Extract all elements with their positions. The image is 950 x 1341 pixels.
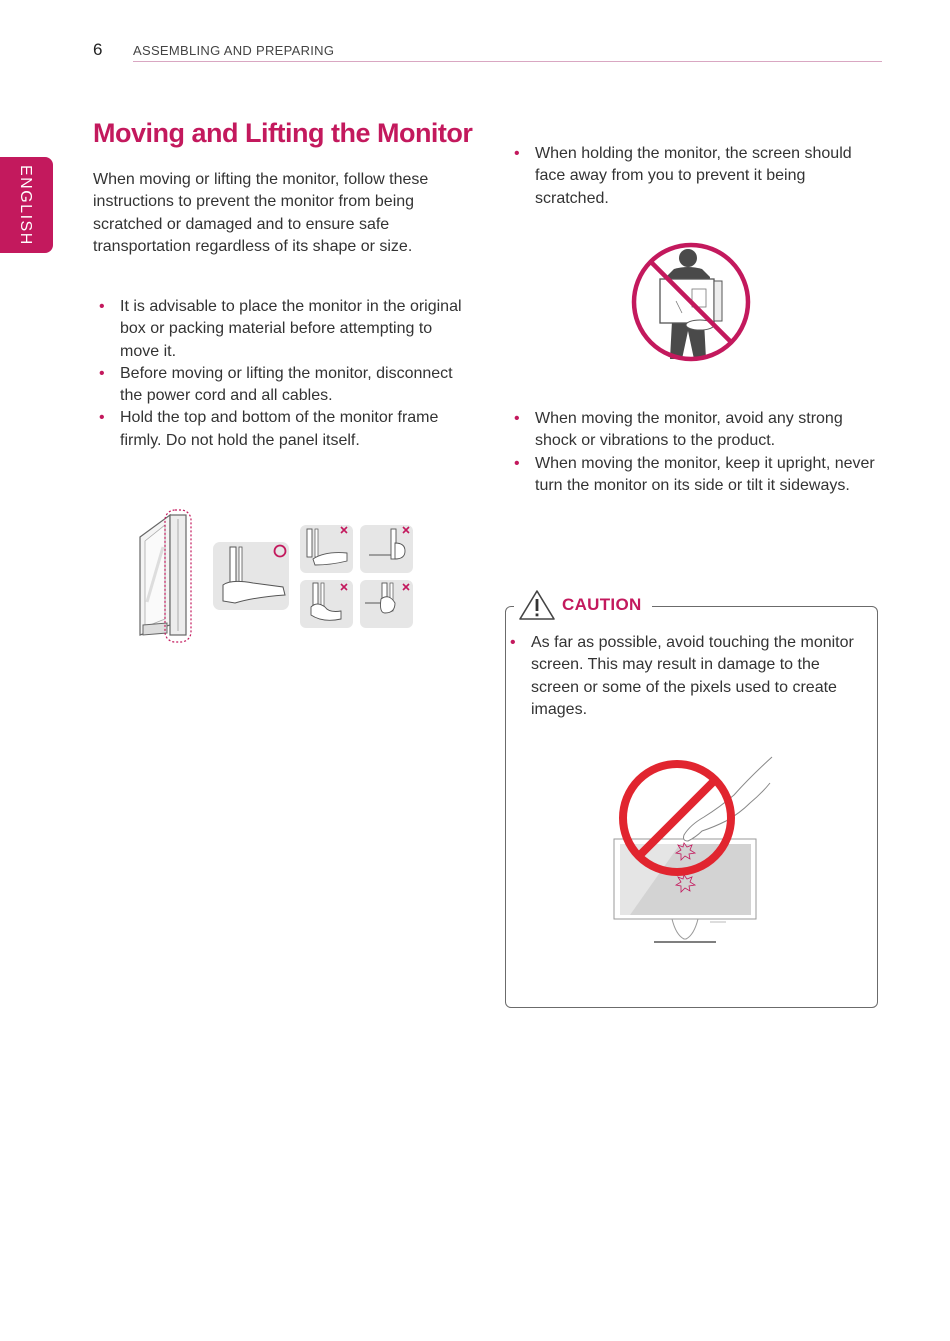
caution-heading bbox=[514, 589, 652, 621]
wrong-hold-panel-1 bbox=[300, 525, 353, 573]
page-title: Moving and Lifting the Monitor bbox=[93, 118, 473, 148]
list-item: • As far as possible, avoid touching the monitor screen. This may result in damage to the screen or some of the pixels used to create images. bbox=[505, 632, 870, 721]
list-item: • Hold the top and bottom of the monitor frame firmly. Do not hold the panel itself. bbox=[94, 407, 466, 452]
language-tab bbox=[0, 157, 53, 253]
correct-hold-panel bbox=[213, 542, 289, 610]
wrong-hold-panel-3 bbox=[300, 580, 353, 628]
caution-label: CAUTION bbox=[562, 595, 642, 614]
section-title: ASSEMBLING AND PREPARING bbox=[133, 43, 335, 58]
list-item: • When moving the monitor, keep it upright, never turn the monitor on its side or tilt it sideways. bbox=[509, 453, 879, 498]
touch-screen-prohibited-illustration bbox=[610, 755, 780, 945]
left-bullet-list bbox=[94, 296, 466, 452]
carry-facing-prohibited-illustration bbox=[630, 241, 752, 363]
page-number: 6 bbox=[93, 40, 103, 59]
side-monitor-illustration bbox=[140, 510, 191, 642]
intro-paragraph: When moving or lifting the monitor, follow these instructions to prevent the monitor from being scratched or damaged and to ensure safe transportation regardless of its shape or size. bbox=[93, 171, 429, 255]
language-tab-label: ENGLISH bbox=[17, 165, 34, 246]
list-item: • When holding the monitor, the screen should face away from you to prevent it being scratched. bbox=[509, 143, 879, 210]
list-item: • When moving the monitor, avoid any strong shock or vibrations to the product. bbox=[509, 408, 879, 453]
monitor-holding-illustration bbox=[135, 507, 425, 647]
wrong-hold-panel-2 bbox=[360, 525, 413, 573]
caution-bullet-list bbox=[505, 632, 870, 721]
list-item: • Before moving or lifting the monitor, disconnect the power cord and all cables. bbox=[94, 363, 466, 408]
header-divider bbox=[133, 61, 882, 62]
list-item: • It is advisable to place the monitor in the original box or packing material before attempting to move it. bbox=[94, 296, 466, 363]
wrong-hold-panel-4 bbox=[360, 580, 413, 628]
warning-triangle-icon bbox=[518, 589, 556, 621]
right-mid-bullet-list bbox=[509, 408, 879, 497]
right-top-bullet-list bbox=[509, 143, 879, 210]
